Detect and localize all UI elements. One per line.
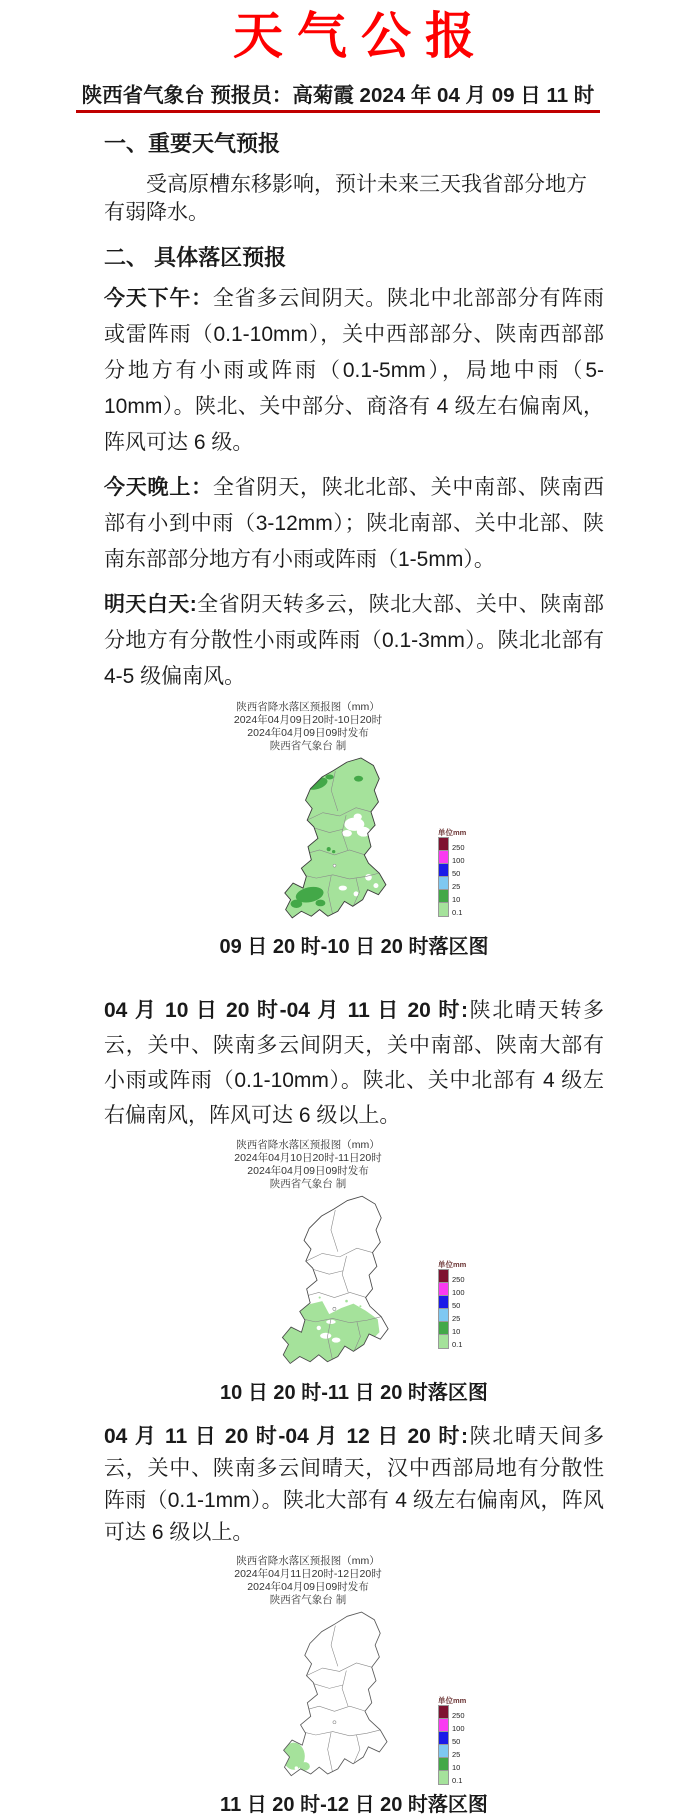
map-1-canvas xyxy=(104,753,604,927)
legend-label: 100 xyxy=(452,856,465,865)
legend-label: 250 xyxy=(452,843,465,852)
map-title: 陕西省降水落区预报图（mm） xyxy=(236,701,380,713)
legend-label: 0.1 xyxy=(452,1776,463,1785)
map-valid-period: 2024年04月09日20时-10日20时 xyxy=(233,714,383,726)
legend-swatch-01 xyxy=(438,902,449,917)
legend-label: 10 xyxy=(452,1327,461,1336)
legend-swatch-01 xyxy=(438,1770,449,1785)
legend-label: 10 xyxy=(452,895,461,904)
legend-title: 单位mm xyxy=(438,828,467,837)
legend-title: 单位mm xyxy=(438,1696,467,1705)
map-producer: 陕西省气象台 制 xyxy=(269,1178,347,1190)
section-2-heading: 二、 具体落区预报 xyxy=(104,245,287,270)
legend-title: 单位mm xyxy=(438,1260,467,1269)
map-valid-period: 2024年04月10日20时-11日20时 xyxy=(234,1152,382,1164)
legend-swatch-01 xyxy=(438,1334,449,1349)
legend-label: 250 xyxy=(452,1711,465,1720)
map-2-canvas xyxy=(104,1191,604,1373)
source-underline xyxy=(76,78,600,113)
paragraph-lead: 今天晚上： xyxy=(104,476,213,499)
legend-label: 10 xyxy=(452,1763,461,1772)
map-issue-time: 2024年04月09日09时发布 xyxy=(247,727,369,739)
paragraph-text: 全省阴天，陕北北部、关中南部、陕南西部有小到中雨（3-12mm）；陕北南部、关中北部、陕南东部部分地方有小雨或阵雨（1-5mm）。 xyxy=(104,476,605,571)
map-figure-3 xyxy=(104,1555,604,1817)
paragraph-lead: 明天白天: xyxy=(104,593,197,616)
map-2-caption: 10 日 20 时-11 日 20 时落区图 xyxy=(220,1382,488,1404)
legend-label: 25 xyxy=(452,1314,461,1323)
legend-label: 0.1 xyxy=(452,1340,463,1349)
forecast-paragraph-tomorrow xyxy=(104,587,604,695)
legend-label: 100 xyxy=(452,1288,465,1297)
forecast-paragraph-tonight xyxy=(104,470,604,578)
shaanxi-precip-map-2 xyxy=(277,1191,397,1373)
legend-label: 50 xyxy=(452,1301,461,1310)
legend-label: 250 xyxy=(452,1275,465,1284)
source-line: 陕西省气象台 预报员：高菊霞 2024 年 04 月 09 日 11 时 xyxy=(81,84,595,107)
map-valid-period: 2024年04月11日20时-12日20时 xyxy=(234,1568,382,1580)
shaanxi-precip-map-1 xyxy=(277,753,397,927)
paragraph-text: 陕北晴天间多云，关中、陕南多云间晴天，汉中西部局地有分散性阵雨（0.1-1mm）。陕北大部有 4 级左右偏南风，阵风可达 6 级以上。 xyxy=(104,1425,605,1544)
precip-legend xyxy=(438,827,502,917)
legend-label: 0.1 xyxy=(452,908,463,917)
legend-label: 25 xyxy=(452,1750,461,1759)
map-3-caption: 11 日 20 时-12 日 20 时落区图 xyxy=(220,1794,488,1816)
paragraph-lead: 今天下午： xyxy=(104,287,213,310)
legend-row xyxy=(438,1336,502,1349)
legend-label: 50 xyxy=(452,869,461,878)
forecast-paragraph-day3 xyxy=(104,1421,604,1549)
map-figure-2 xyxy=(104,1139,604,1405)
map-title: 陕西省降水落区预报图（mm） xyxy=(236,1139,380,1151)
map-producer: 陕西省气象台 制 xyxy=(269,1594,347,1606)
map-3-header xyxy=(158,1555,458,1607)
map-issue-time: 2024年04月09日09时发布 xyxy=(247,1165,369,1177)
legend-label: 25 xyxy=(452,882,461,891)
precip-legend xyxy=(438,1259,502,1349)
paragraph-text: 全省多云间阴天。陕北中北部部分有阵雨或雷阵雨（0.1-10mm），关中西部部分、陕南西部部分地方有小雨或阵雨（0.1-5mm），局地中雨（5-10mm）。陕北、关中部分、商洛有 4 级左右偏南风，阵风可达 6 级。 xyxy=(104,287,605,454)
map-title: 陕西省降水落区预报图（mm） xyxy=(236,1555,380,1567)
map-2-header xyxy=(158,1139,458,1191)
legend-label: 100 xyxy=(452,1724,465,1733)
legend-row xyxy=(438,1772,502,1785)
paragraph-text: 陕北晴天转多云，关中、陕南多云间阴天，关中南部、陕南大部有小雨或阵雨（0.1-10mm）。陕北、关中北部有 4 级左右偏南风，阵风可达 6 级以上。 xyxy=(104,999,605,1127)
map-1-caption: 09 日 20 时-10 日 20 时落区图 xyxy=(219,936,489,958)
forecast-paragraph-day2 xyxy=(104,993,604,1133)
forecast-paragraph-today-afternoon xyxy=(104,281,604,461)
legend-label: 50 xyxy=(452,1737,461,1746)
section-1-body: 受高原槽东移影响，预计未来三天我省部分地方有弱降水。 xyxy=(104,173,587,224)
paragraph-lead: 04 月 10 日 20 时-04 月 11 日 20 时: xyxy=(104,999,468,1022)
page-title: 天气公报 xyxy=(233,8,489,64)
map-1-header xyxy=(158,701,458,753)
section-1-heading: 一、重要天气预报 xyxy=(104,131,281,156)
precip-legend xyxy=(438,1695,502,1785)
paragraph-lead: 04 月 11 日 20 时-04 月 12 日 20 时: xyxy=(104,1425,468,1448)
legend-row xyxy=(438,904,502,917)
map-3-canvas xyxy=(104,1607,604,1785)
map-producer: 陕西省气象台 制 xyxy=(269,740,347,752)
paragraph-text: 全省阴天转多云，陕北大部、关中、陕南部分地方有分散性小雨或阵雨（0.1-3mm）。陕北北部有 4-5 级偏南风。 xyxy=(104,593,604,688)
map-issue-time: 2024年04月09日09时发布 xyxy=(247,1581,369,1593)
shaanxi-precip-map-3 xyxy=(277,1607,397,1785)
map-figure-1 xyxy=(104,701,604,959)
